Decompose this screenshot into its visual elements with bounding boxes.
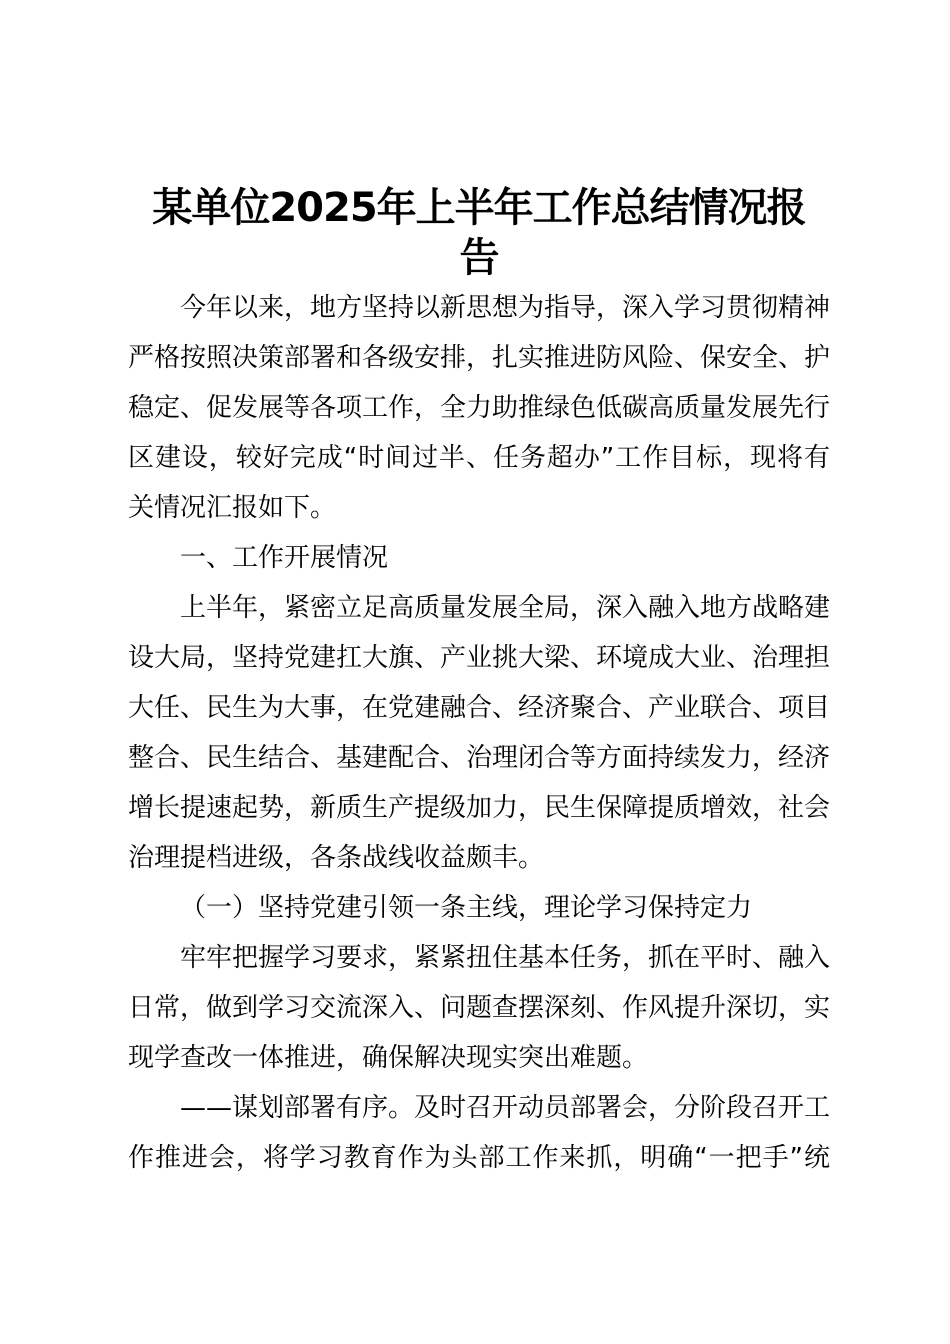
text-line: 现学查改一体推进，确保解决现实突出难题。: [128, 1043, 649, 1073]
text-line: 增长提速起势，新质生产提级加力，民生保障提质增效，社会: [128, 793, 831, 823]
text-line: 日常，做到学习交流深入、问题查摆深刻、作风提升深切，实: [128, 993, 831, 1023]
text-line: 区建设，较好完成“时间过半、任务超办”工作目标，现将有: [128, 443, 830, 473]
text-line: 设大局，坚持党建扛大旗、产业挑大梁、环境成大业、治理担: [128, 643, 831, 673]
title-line: 告: [459, 235, 499, 281]
text-line: 严格按照决策部署和各级安排，扎实推进防风险、保安全、护: [128, 343, 831, 373]
paragraph: [128, 1083, 830, 1183]
text-line: 关情况汇报如下。: [128, 493, 337, 523]
text-line: 一、工作开展情况: [180, 543, 389, 573]
text-line: 上半年，紧密立足高质量发展全局，深入融入地方战略建: [180, 593, 831, 623]
text-line: 今年以来，地方坚持以新思想为指导，深入学习贯彻精神: [180, 293, 831, 323]
text-line: 治理提档进级，各条战线收益颇丰。: [128, 843, 545, 873]
text-line: （一）坚持党建引领一条主线，理论学习保持定力: [180, 893, 753, 923]
document-title: [128, 183, 830, 283]
text-line: 稳定、促发展等各项工作，全力助推绿色低碳高质量发展先行: [128, 393, 831, 423]
title-line: 某单位2025年上半年工作总结情况报: [152, 185, 806, 231]
text-line: 整合、民生结合、基建配合、治理闭合等方面持续发力，经济: [128, 743, 831, 773]
paragraph: [128, 283, 830, 533]
text-line: 大任、民生为大事，在党建融合、经济聚合、产业联合、项目: [128, 693, 831, 723]
text-line: ——谋划部署有序。及时召开动员部署会，分阶段召开工: [180, 1093, 831, 1123]
text-line: 牢牢把握学习要求，紧紧扭住基本任务，抓在平时、融入: [180, 943, 831, 973]
text-line: 作推进会，将学习教育作为头部工作来抓，明确“一把手”统: [128, 1143, 830, 1173]
document-body: [128, 283, 830, 1183]
section-heading: [128, 883, 830, 933]
paragraph: [128, 933, 830, 1083]
paragraph: [128, 583, 830, 883]
section-heading: [128, 533, 830, 583]
document-page: [128, 183, 830, 1183]
